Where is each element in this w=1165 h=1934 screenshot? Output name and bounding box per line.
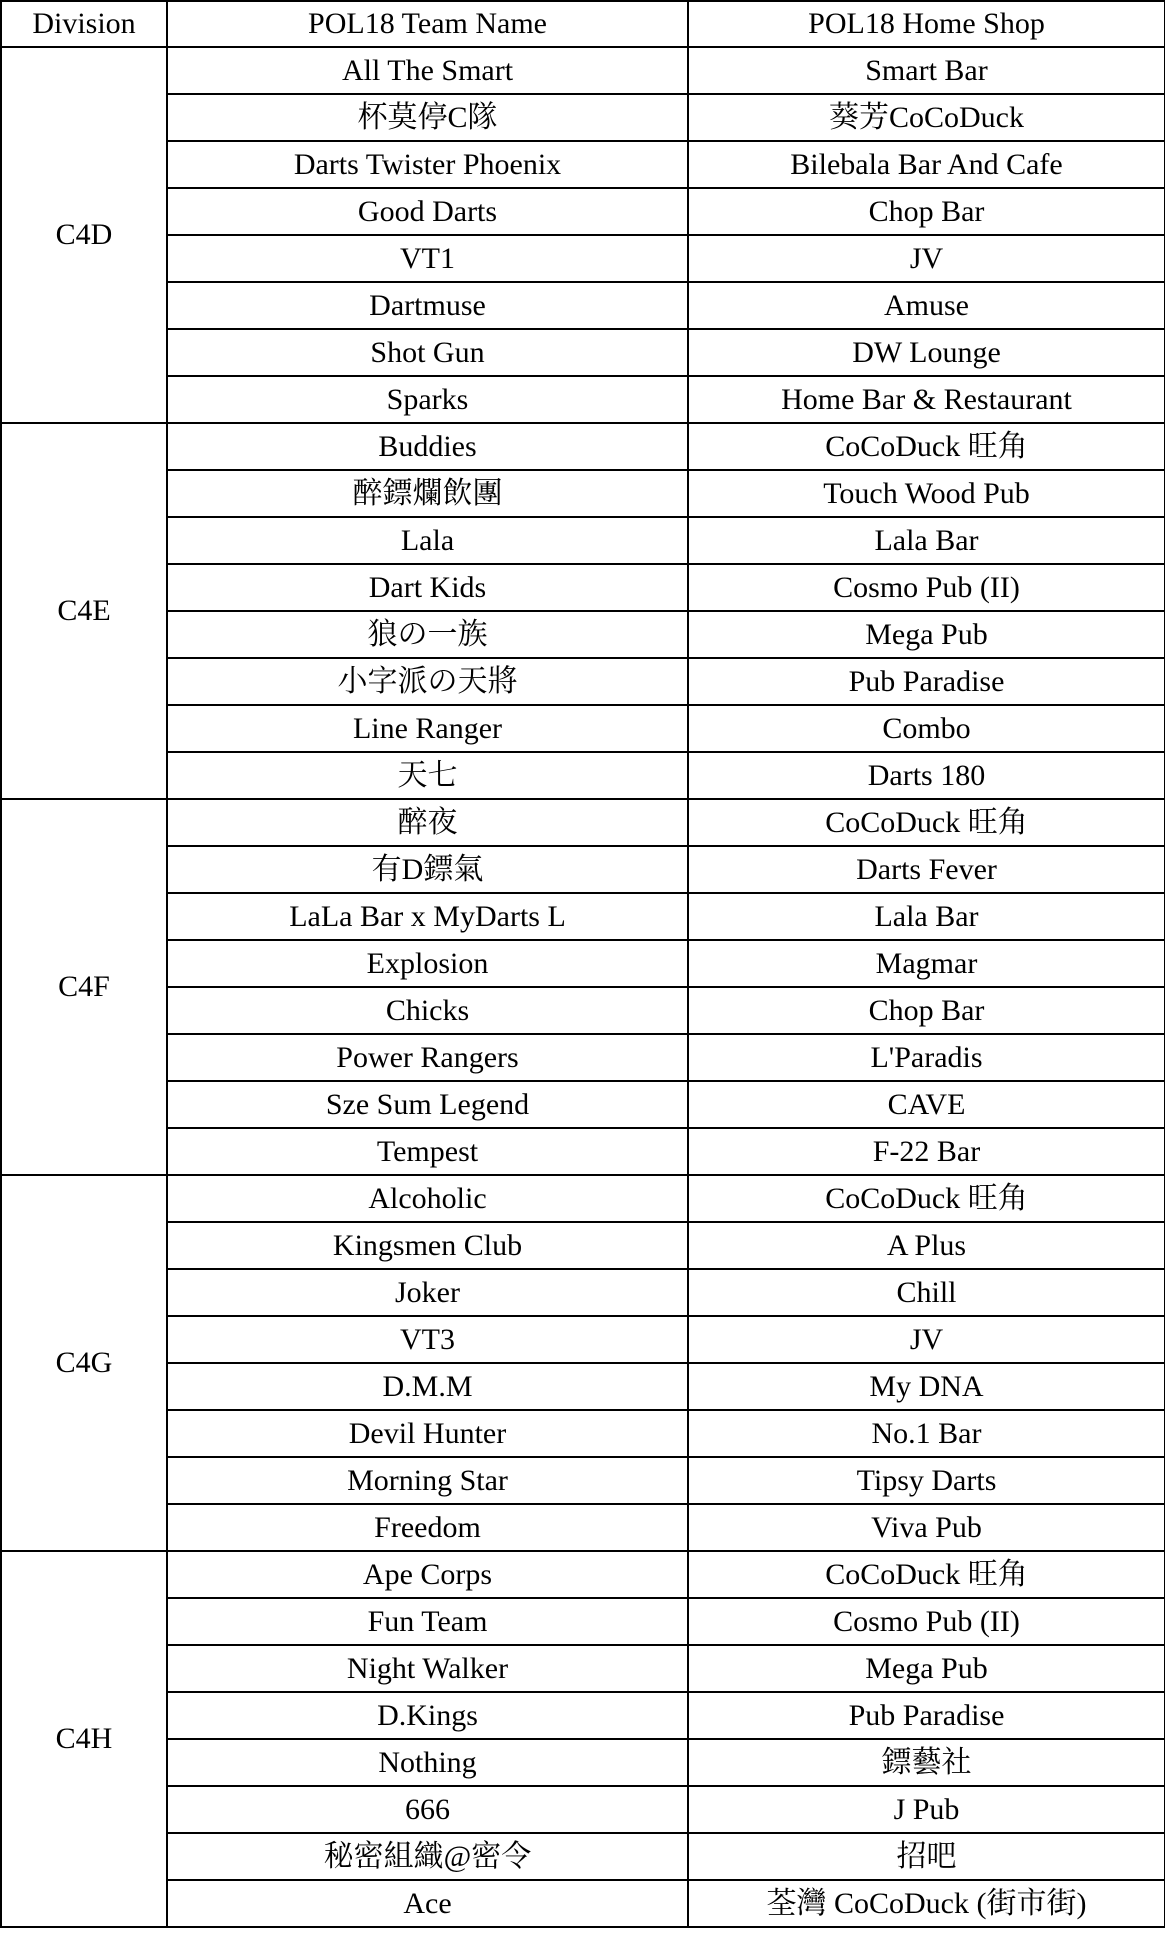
home-shop-cell: Lala Bar: [688, 893, 1165, 940]
team-name-cell: Darts Twister Phoenix: [167, 141, 688, 188]
team-name-cell: Fun Team: [167, 1598, 688, 1645]
table-row: [1, 1880, 1165, 1927]
header-home-shop: POL18 Home Shop: [688, 1, 1165, 47]
table-body: [1, 47, 1165, 1927]
home-shop-cell: 葵芳CoCoDuck: [688, 94, 1165, 141]
table-row: [1, 1081, 1165, 1128]
table-row: [1, 1175, 1165, 1222]
table-row: [1, 1269, 1165, 1316]
team-name-cell: Kingsmen Club: [167, 1222, 688, 1269]
home-shop-cell: CoCoDuck 旺角: [688, 1551, 1165, 1598]
table-row: [1, 1551, 1165, 1598]
team-name-cell: 醉夜: [167, 799, 688, 846]
home-shop-cell: Magmar: [688, 940, 1165, 987]
team-name-cell: Sparks: [167, 376, 688, 423]
table-row: [1, 517, 1165, 564]
home-shop-cell: Smart Bar: [688, 47, 1165, 94]
division-cell: C4H: [1, 1551, 167, 1927]
team-name-cell: D.Kings: [167, 1692, 688, 1739]
team-name-cell: Night Walker: [167, 1645, 688, 1692]
home-shop-cell: F-22 Bar: [688, 1128, 1165, 1175]
team-name-cell: Nothing: [167, 1739, 688, 1786]
team-name-cell: D.M.M: [167, 1363, 688, 1410]
team-name-cell: 666: [167, 1786, 688, 1833]
home-shop-cell: 鏢藝社: [688, 1739, 1165, 1786]
table-row: [1, 799, 1165, 846]
division-cell: C4G: [1, 1175, 167, 1551]
home-shop-cell: CoCoDuck 旺角: [688, 799, 1165, 846]
team-name-cell: Power Rangers: [167, 1034, 688, 1081]
table-row: [1, 940, 1165, 987]
table-row: [1, 188, 1165, 235]
home-shop-cell: Home Bar & Restaurant: [688, 376, 1165, 423]
team-name-cell: 小字派の天將: [167, 658, 688, 705]
home-shop-cell: J Pub: [688, 1786, 1165, 1833]
home-shop-cell: 招吧: [688, 1833, 1165, 1880]
home-shop-cell: My DNA: [688, 1363, 1165, 1410]
table-row: [1, 752, 1165, 799]
team-name-cell: 杯莫停C隊: [167, 94, 688, 141]
header-team-name: POL18 Team Name: [167, 1, 688, 47]
table-row: [1, 1363, 1165, 1410]
home-shop-cell: Cosmo Pub (II): [688, 564, 1165, 611]
table-row: [1, 658, 1165, 705]
table-row: [1, 376, 1165, 423]
team-name-cell: Line Ranger: [167, 705, 688, 752]
team-name-cell: Ace: [167, 1880, 688, 1927]
home-shop-cell: Tipsy Darts: [688, 1457, 1165, 1504]
table-row: [1, 1410, 1165, 1457]
division-cell: C4F: [1, 799, 167, 1175]
team-name-cell: Ape Corps: [167, 1551, 688, 1598]
table-row: [1, 987, 1165, 1034]
home-shop-cell: Mega Pub: [688, 1645, 1165, 1692]
team-name-cell: Morning Star: [167, 1457, 688, 1504]
team-name-cell: Devil Hunter: [167, 1410, 688, 1457]
team-name-cell: Joker: [167, 1269, 688, 1316]
table-row: [1, 1128, 1165, 1175]
home-shop-cell: 荃灣 CoCoDuck (街市街): [688, 1880, 1165, 1927]
division-cell: C4D: [1, 47, 167, 423]
home-shop-cell: Darts 180: [688, 752, 1165, 799]
table-row: [1, 1034, 1165, 1081]
team-name-cell: Chicks: [167, 987, 688, 1034]
home-shop-cell: Amuse: [688, 282, 1165, 329]
header-row: [1, 1, 1165, 47]
home-shop-cell: DW Lounge: [688, 329, 1165, 376]
table-row: [1, 423, 1165, 470]
team-name-cell: Shot Gun: [167, 329, 688, 376]
header-division: Division: [1, 1, 167, 47]
home-shop-cell: Touch Wood Pub: [688, 470, 1165, 517]
home-shop-cell: JV: [688, 1316, 1165, 1363]
team-name-cell: Freedom: [167, 1504, 688, 1551]
home-shop-cell: Chop Bar: [688, 987, 1165, 1034]
home-shop-cell: Mega Pub: [688, 611, 1165, 658]
table-row: [1, 893, 1165, 940]
table-row: [1, 1739, 1165, 1786]
table-row: [1, 1786, 1165, 1833]
home-shop-cell: JV: [688, 235, 1165, 282]
team-name-cell: 天七: [167, 752, 688, 799]
division-cell: C4E: [1, 423, 167, 799]
team-name-cell: Lala: [167, 517, 688, 564]
table-row: [1, 1457, 1165, 1504]
home-shop-cell: Chop Bar: [688, 188, 1165, 235]
team-name-cell: 有D鏢氣: [167, 846, 688, 893]
team-name-cell: Dartmuse: [167, 282, 688, 329]
home-shop-cell: Viva Pub: [688, 1504, 1165, 1551]
table-row: [1, 47, 1165, 94]
home-shop-cell: CoCoDuck 旺角: [688, 423, 1165, 470]
table-row: [1, 282, 1165, 329]
table-row: [1, 329, 1165, 376]
team-name-cell: Tempest: [167, 1128, 688, 1175]
home-shop-cell: CoCoDuck 旺角: [688, 1175, 1165, 1222]
team-name-cell: VT1: [167, 235, 688, 282]
home-shop-cell: Pub Paradise: [688, 1692, 1165, 1739]
home-shop-cell: Bilebala Bar And Cafe: [688, 141, 1165, 188]
team-name-cell: Good Darts: [167, 188, 688, 235]
table-row: [1, 141, 1165, 188]
table-row: [1, 1598, 1165, 1645]
team-name-cell: Explosion: [167, 940, 688, 987]
team-name-cell: Sze Sum Legend: [167, 1081, 688, 1128]
home-shop-cell: Darts Fever: [688, 846, 1165, 893]
home-shop-cell: A Plus: [688, 1222, 1165, 1269]
table-row: [1, 94, 1165, 141]
table-row: [1, 705, 1165, 752]
table-row: [1, 611, 1165, 658]
home-shop-cell: Lala Bar: [688, 517, 1165, 564]
team-name-cell: 狼の一族: [167, 611, 688, 658]
team-name-cell: LaLa Bar x MyDarts L: [167, 893, 688, 940]
team-name-cell: Buddies: [167, 423, 688, 470]
table-row: [1, 1645, 1165, 1692]
table-row: [1, 1504, 1165, 1551]
home-shop-cell: No.1 Bar: [688, 1410, 1165, 1457]
table-row: [1, 1222, 1165, 1269]
home-shop-cell: Cosmo Pub (II): [688, 1598, 1165, 1645]
table-row: [1, 1692, 1165, 1739]
table-row: [1, 1833, 1165, 1880]
team-name-cell: VT3: [167, 1316, 688, 1363]
home-shop-cell: L'Paradis: [688, 1034, 1165, 1081]
team-name-cell: Alcoholic: [167, 1175, 688, 1222]
home-shop-cell: Combo: [688, 705, 1165, 752]
table-row: [1, 564, 1165, 611]
table-row: [1, 470, 1165, 517]
table-row: [1, 235, 1165, 282]
team-name-cell: All The Smart: [167, 47, 688, 94]
team-name-cell: 醉鏢爛飲團: [167, 470, 688, 517]
table-row: [1, 846, 1165, 893]
team-name-cell: Dart Kids: [167, 564, 688, 611]
team-name-cell: 秘密組織@密令: [167, 1833, 688, 1880]
table-row: [1, 1316, 1165, 1363]
home-shop-cell: Chill: [688, 1269, 1165, 1316]
home-shop-cell: Pub Paradise: [688, 658, 1165, 705]
home-shop-cell: CAVE: [688, 1081, 1165, 1128]
